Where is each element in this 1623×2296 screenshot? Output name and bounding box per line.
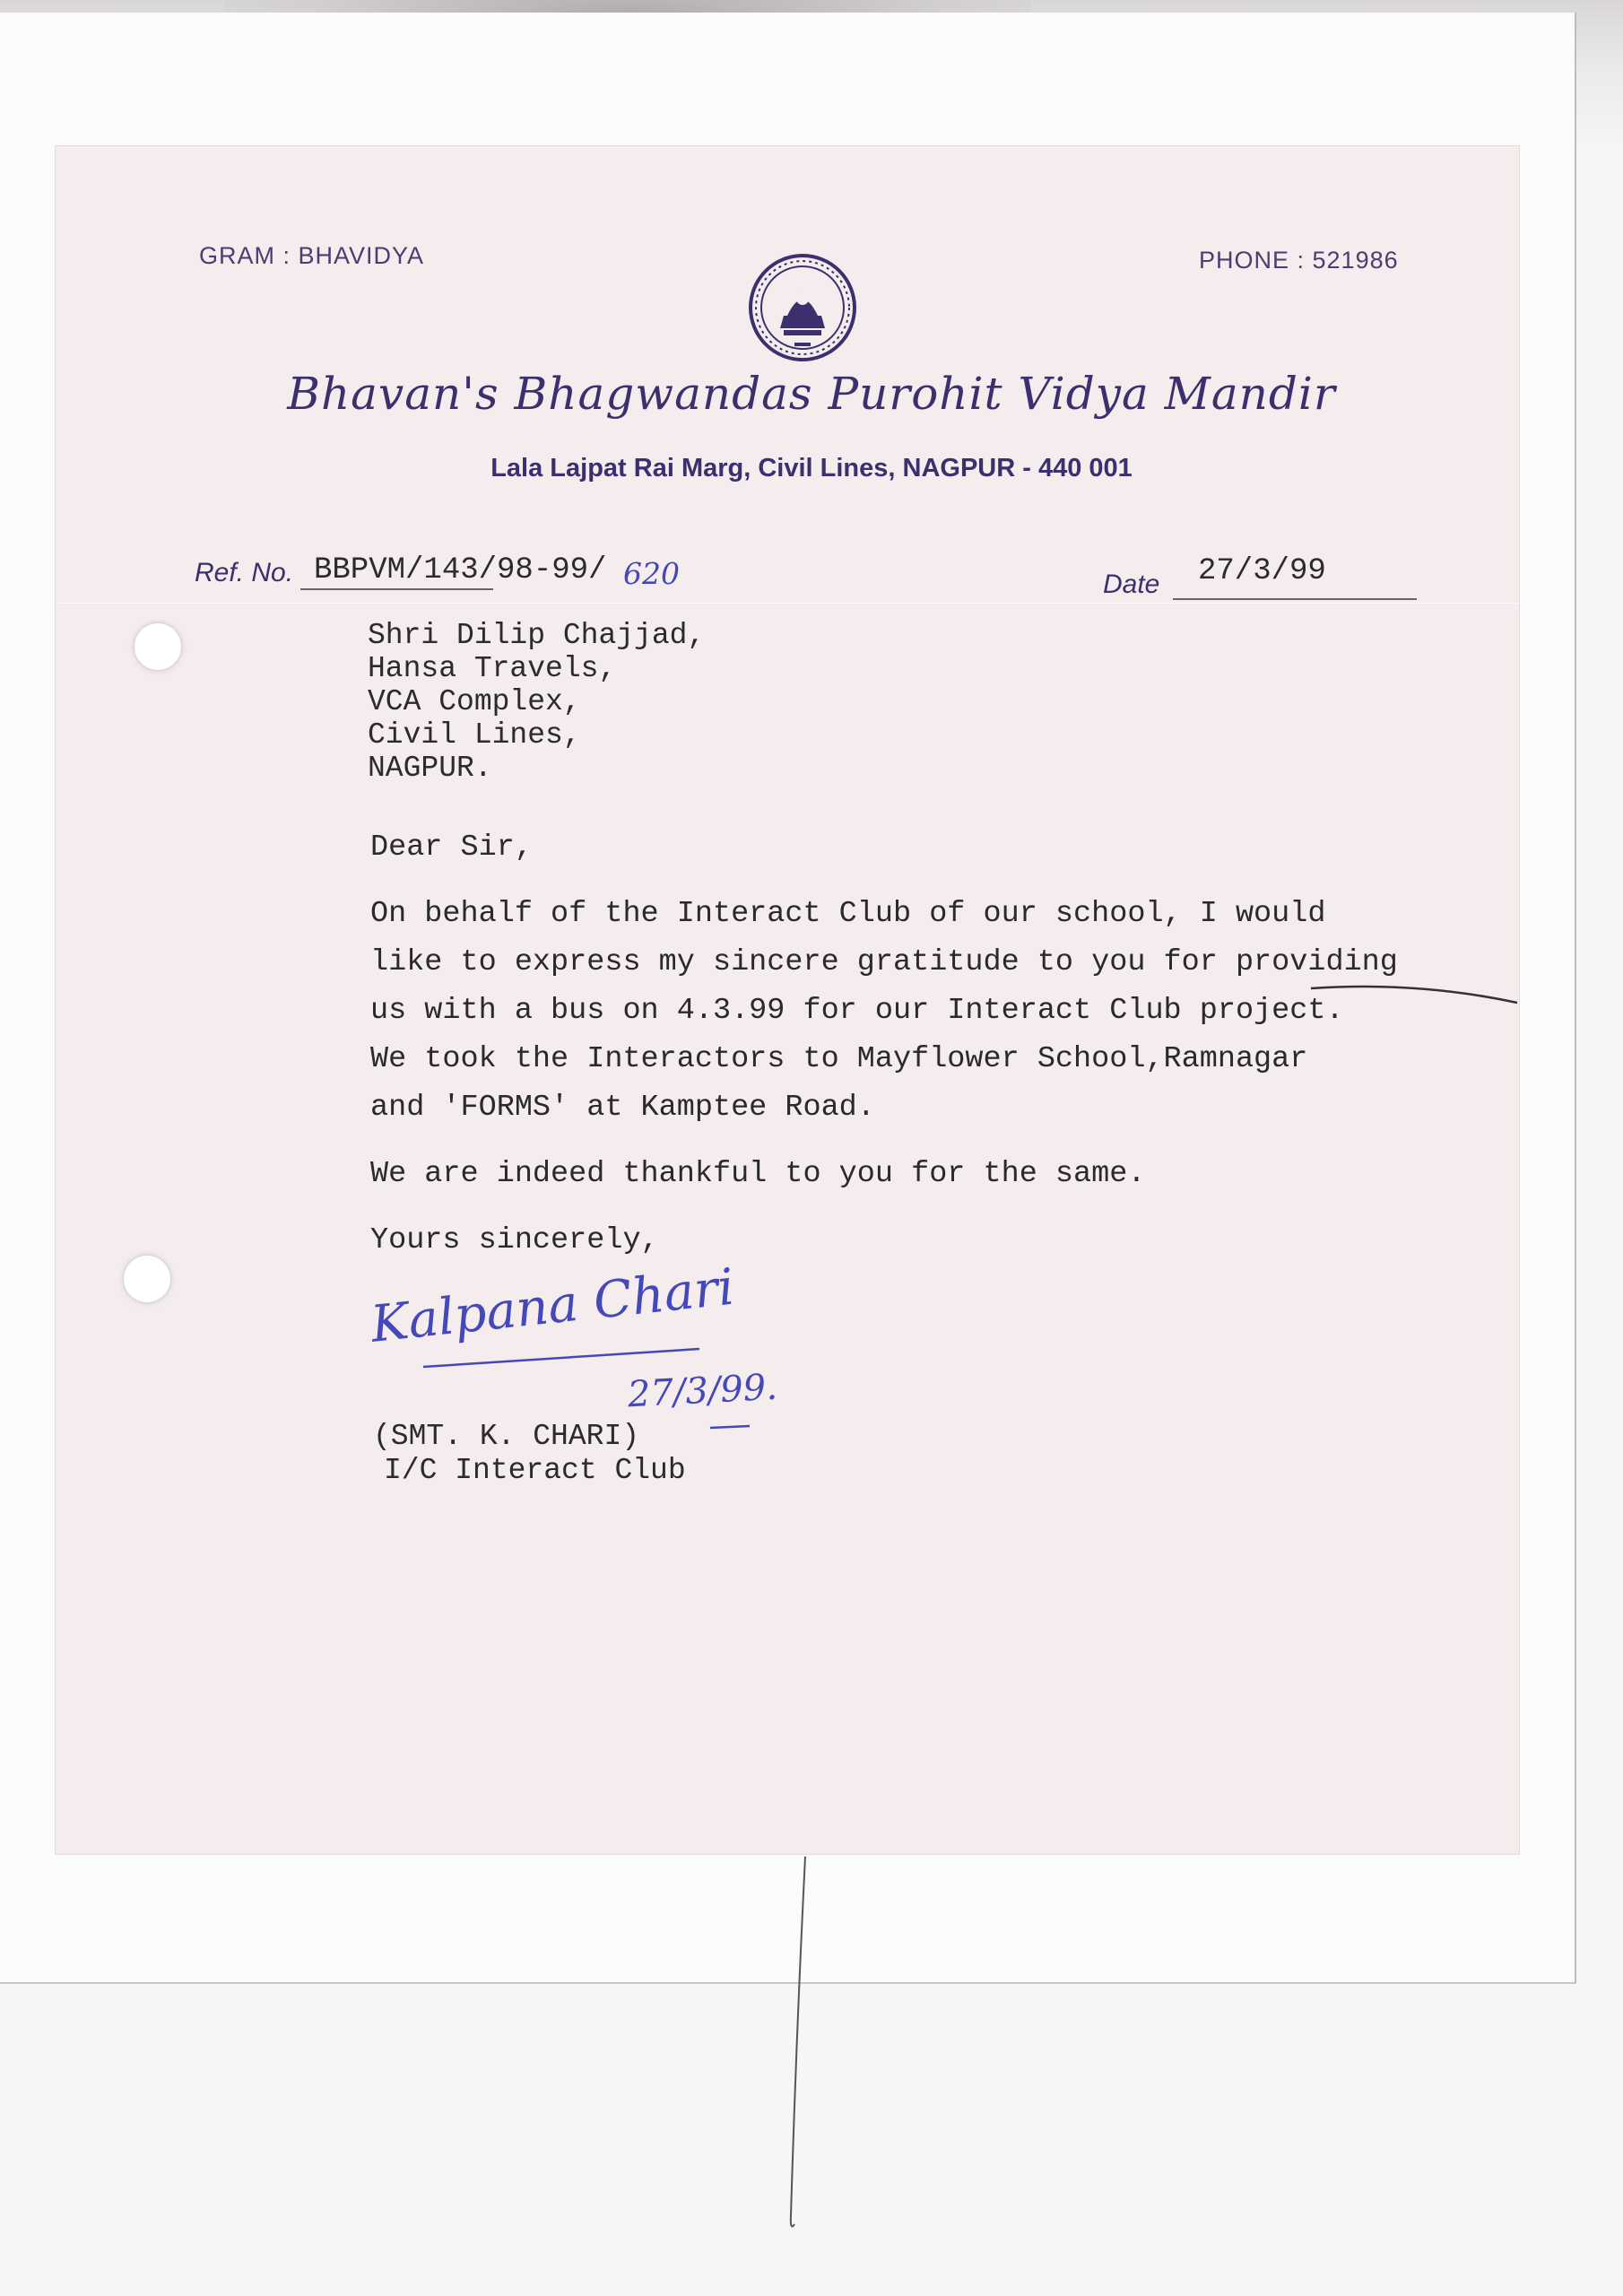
ref-underline [300, 588, 493, 590]
school-emblem-icon [744, 249, 861, 366]
stray-pen-line [787, 1857, 807, 2233]
body-line: We took the Interactors to Mayflower School,Ramnagar [370, 1042, 1308, 1076]
fold-line [56, 603, 1519, 604]
closing: Yours sincerely, [370, 1223, 659, 1257]
gram-text: GRAM : BHAVIDYA [199, 242, 425, 269]
punch-hole-top [135, 623, 181, 670]
pen-dash-mark [708, 1422, 753, 1431]
ref-handwritten-number: 620 [623, 556, 680, 591]
body-line: On behalf of the Interact Club of our school, I would [370, 897, 1326, 931]
handwritten-signature: Kalpana Chari [368, 1257, 737, 1354]
school-address: Lala Lajpat Rai Marg, Civil Lines, NAGPUR - 440 001 [490, 454, 1133, 483]
signature-underline [421, 1345, 708, 1372]
recipient-line: Hansa Travels, [368, 652, 617, 685]
recipient-line: Civil Lines, [368, 718, 581, 752]
date-underline [1173, 598, 1417, 600]
school-name: Bhavan's Bhagwandas Purohit Vidya Mandir [287, 368, 1336, 420]
signatory-name: (SMT. K. CHARI) [373, 1420, 640, 1453]
salutation: Dear Sir, [370, 831, 533, 865]
ref-number: BBPVM/143/98-99/ [314, 553, 607, 587]
body-line: and 'FORMS' at Kamptee Road. [370, 1091, 875, 1125]
date-label: Date [1103, 570, 1160, 599]
signature-date: 27/3/99. [626, 1366, 779, 1416]
closing-paragraph: We are indeed thankful to you for the same. [370, 1157, 1146, 1191]
punch-hole-bottom [124, 1256, 170, 1302]
phone-text: PHONE : 521986 [1199, 247, 1399, 274]
body-line: us with a bus on 4.3.99 for our Interact Club project. [370, 994, 1344, 1028]
recipient-line: Shri Dilip Chajjad, [368, 619, 706, 652]
signatory-title: I/C Interact Club [384, 1454, 686, 1487]
ref-label: Ref. No. [195, 558, 294, 587]
recipient-line: VCA Complex, [368, 685, 581, 718]
date-value: 27/3/99 [1198, 554, 1326, 588]
pen-underline-mark [1309, 979, 1524, 1006]
body-line: like to express my sincere gratitude to you for providing [370, 945, 1398, 979]
recipient-line: NAGPUR. [368, 752, 492, 785]
